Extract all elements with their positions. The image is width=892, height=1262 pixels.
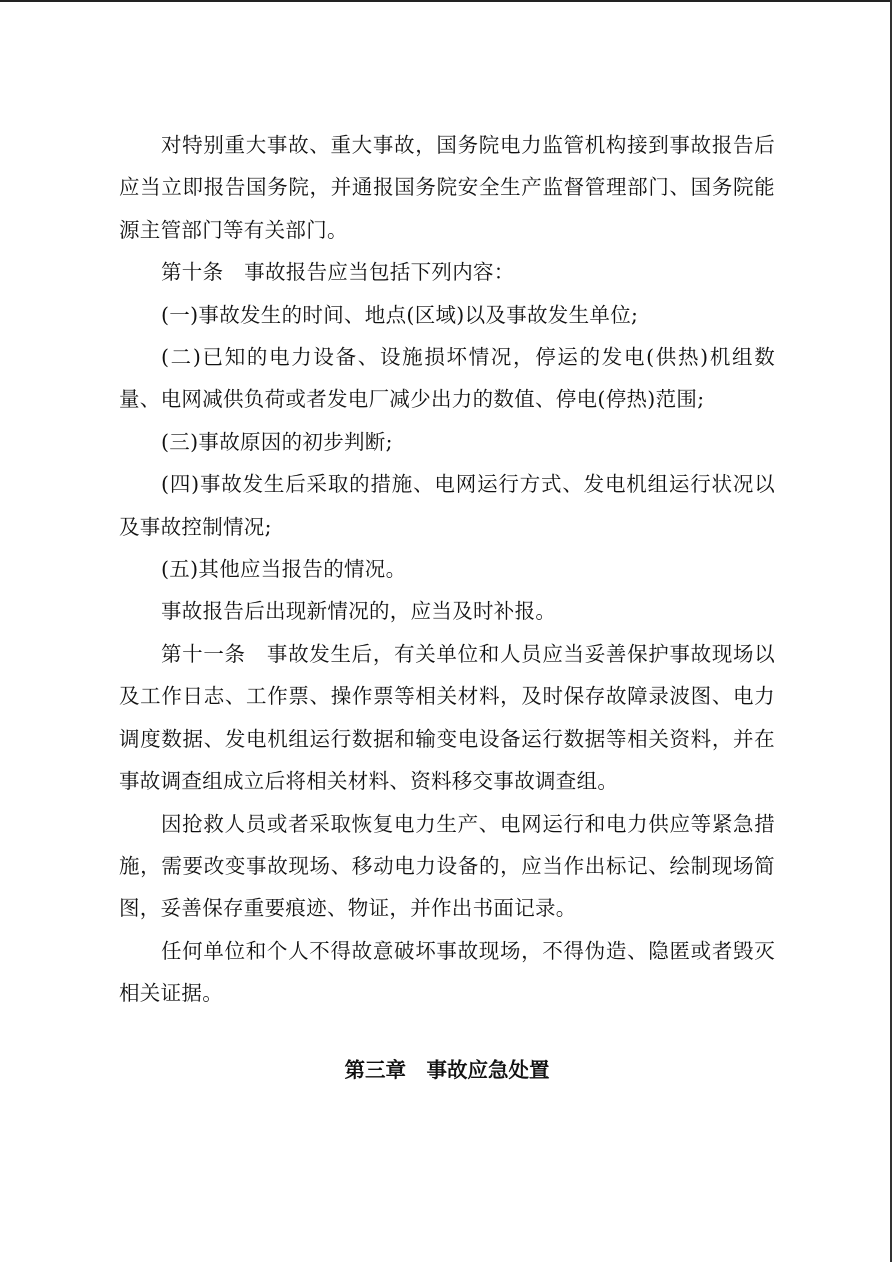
paragraph-major-accident-reporting: 对特别重大事故、重大事故，国务院电力监管机构接到事故报告后应当立即报告国务院，并通报国务院安全生产监督管理部门、国务院能源主管部门等有关部门。 <box>119 133 775 242</box>
document-body <box>119 124 775 1015</box>
paragraph-supplementary-report: 事故报告后出现新情况的，应当及时补报。 <box>161 599 557 624</box>
list-item-5: (五)其他应当报告的情况。 <box>161 557 407 582</box>
paragraph-emergency-measures: 因抢救人员或者采取恢复电力生产、电网运行和电力供应等紧急措施，需要改变事故现场、移动电力设备的，应当作出标记、绘制现场简图，妥善保存重要痕迹、物证，并作出书面记录。 <box>119 811 775 921</box>
list-item-1: (一)事故发生的时间、地点(区域)以及事故发生单位; <box>161 302 639 327</box>
list-item-3: (三)事故原因的初步判断; <box>161 429 393 454</box>
list-item-4: (四)事故发生后采取的措施、电网运行方式、发电机组运行状况以及事故控制情况; <box>119 472 775 539</box>
list-item-2: (二)已知的电力设备、设施损坏情况，停运的发电(供热)机组数量、电网减供负荷或者发电厂减少出力的数值、停电(停热)范围; <box>119 345 775 412</box>
paragraph-evidence-protection: 任何单位和个人不得故意破坏事故现场，不得伪造、隐匿或者毁灭相关证据。 <box>119 938 775 1006</box>
page-top-border <box>0 0 892 2</box>
article-10-heading: 第十条 事故报告应当包括下列内容： <box>161 260 515 285</box>
chapter-heading: 第三章 事故应急处置 <box>344 1058 550 1082</box>
article-11-paragraph: 第十一条 事故发生后，有关单位和人员应当妥善保护事故现场以及工作日志、工作票、操作票等相关材料，及时保存故障录波图、电力调度数据、发电机组运行数据和输变电设备运行数据等相关资料，并在事故调查组成立后将相关材料、资料移交事故调查组。 <box>119 641 775 794</box>
